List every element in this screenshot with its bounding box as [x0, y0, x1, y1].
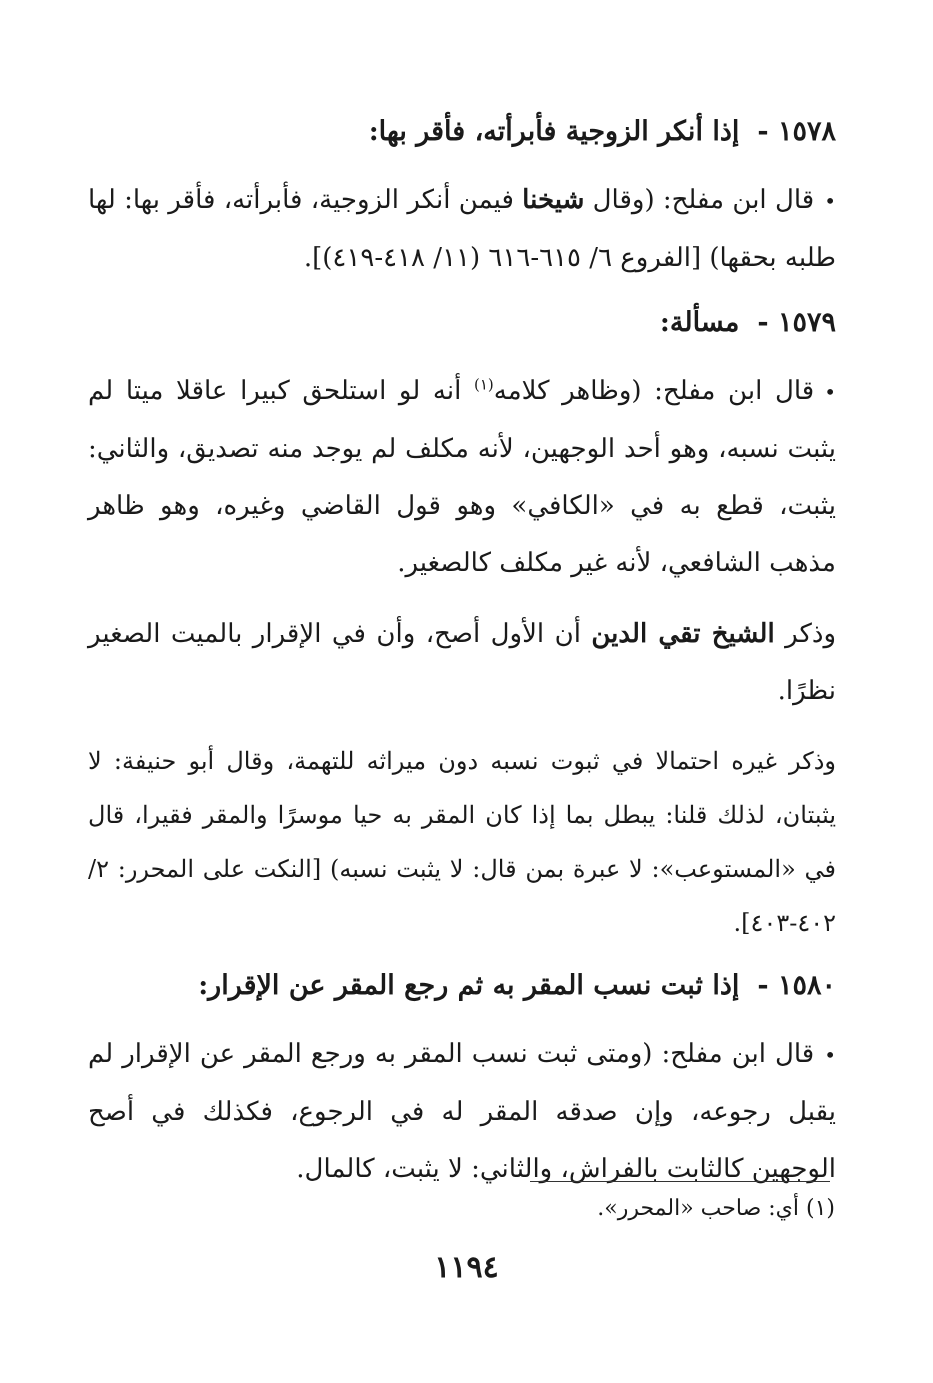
section-title: إذا ثبت نسب المقر به ثم رجع المقر عن الإقرار: [198, 970, 740, 1001]
paragraph-1579-c: وذكر غيره احتمالا في ثبوت نسبه دون ميراثه للتهمة، وقال أبو حنيفة: لا يثبتان، لذلك قلنا: يبطل بما إذا كان المقر به حيا موسرًا والمقر فقيرا، قال في «المستوعب»: لا عبرة بمن قال: لا يثبت نسبه) [النكت على المحرر: ٢/ ٤٠٢-٤٠٣]. [88, 747, 836, 937]
section-number: ١٥٧٩ - [757, 307, 836, 338]
bullet-icon: • [824, 380, 836, 404]
paragraph-text: قال ابن مفلح: (وظاهر كلامه [493, 376, 815, 406]
paragraph-text: أنه لو استلحق كبيرا عاقلا ميتا لم يثبت نسبه، وهو أحد الوجهين، لأنه مكلف لم يوجد منه تصديق، والثاني: يثبت، قطع به في «الكافي» وهو قول القاضي وغيره، وهو ظاهر مذهب الشافعي، لأنه غير مكلف كالصغير. [88, 376, 836, 578]
paragraph-text: أن الأول أصح، وأن في الإقرار بالميت الصغير نظرًا. [88, 619, 836, 706]
section-heading-1579 [88, 301, 836, 345]
footnote-reference: (١) [473, 375, 494, 394]
paragraph-1579-b [88, 606, 836, 720]
bullet-icon: • [824, 1043, 836, 1067]
section-number: ١٥٧٨ - [757, 116, 836, 147]
section-number: ١٥٨٠ - [757, 970, 836, 1001]
section-heading-1580 [88, 964, 836, 1008]
paragraph-1580 [88, 1026, 836, 1198]
footnote: (١) أي: صاحب «المحرر». [597, 1196, 835, 1221]
paragraph-text: قال ابن مفلح: (ومتى ثبت نسب المقر به ورجع المقر عن الإقرار لم يقبل رجوعه، وإن صدقه المقر له في الرجوع، فكذلك في أصح الوجهين كالثابت بالفراش، والثاني: لا يثبت، كالمال. [88, 1039, 836, 1184]
bullet-icon: • [824, 189, 836, 213]
paragraph-text: فيمن أنكر الزوجية، فأبرأته، فأقر بها: لها طلبه بحقها) [الفروع ٦/ ٦١٥-٦١٦ (١١/ ٤١٨-٤١٩)]. [88, 185, 836, 273]
emphasized-name: شيخنا [522, 185, 585, 215]
section-title: إذا أنكر الزوجية فأبرأته، فأقر بها: [368, 116, 740, 147]
section-title: مسألة: [659, 307, 740, 338]
emphasized-name: الشيخ تقي الدين [591, 619, 775, 649]
paragraph-1579-a [88, 363, 836, 592]
page-body [88, 110, 836, 1212]
page-number: ١١٩٤ [434, 1250, 499, 1285]
paragraph-text: قال ابن مفلح: (وقال [584, 185, 815, 215]
paragraph-1578 [88, 172, 836, 287]
section-heading-1578 [88, 110, 836, 154]
footnote-divider [530, 1181, 830, 1182]
paragraph-text: وذكر [774, 619, 837, 649]
